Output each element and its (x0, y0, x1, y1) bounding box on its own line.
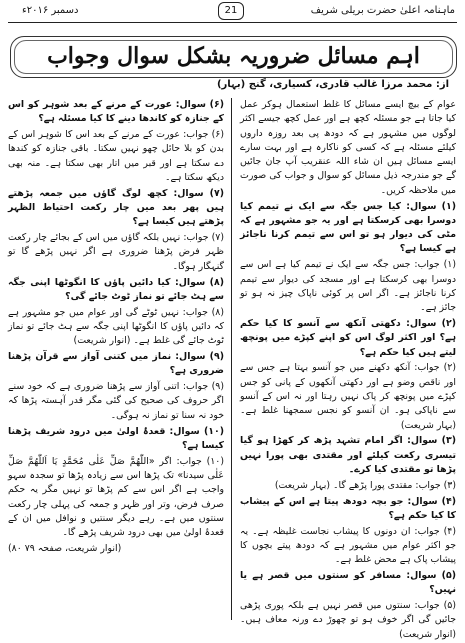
question-9: (۹) سوال: نماز میں کتنی آواز سے قرآن پڑھنا ضروری ہے؟ (8, 351, 224, 377)
answer-3: (۳) جواب: مقتدی پورا پڑھے گا۔ (بہار شریعت) (274, 479, 456, 491)
answer-6: (۶) جواب: عورت کے مرنے کے بعد اس کا شوہر اس کے بدن کو بلا حائل چھو نہیں سکتا۔ باقی جنازہ کو کندھا دے سکتا ہے اور قبر میں اتار بھی سکتا ہے۔ منہ بھی دیکھ سکتا ہے۔ (8, 129, 224, 183)
question-3: (۳) سوال: اگر امام تشہد پڑھ کر کھڑا ہو گیا تیسری رکعت کیلئے اور مقتدی بھی پورا نہیں پڑھا تو مقتدی کیا کرے۔ (240, 435, 456, 475)
answer-1: (۱) جواب: جس جگہ سے ایک نے تیمم کیا ہے اس سے دوسرا بھی کرسکتا ہے اور مسجد کی دیوار سے تیمم کرنا ناجائز ہے۔ اگر اس پر کوئی ناپاک چیز نہ ہو تو جائز ہے۔ (240, 259, 456, 314)
question-5: (۵) سوال: مسافر کو سنتوں میں قصر ہے یا نہیں؟ (240, 570, 456, 596)
left-column (8, 98, 224, 558)
citation: (انوار شریعت، صفحہ ۷۹ ۸۰) (8, 542, 122, 554)
page-number: 21 (218, 2, 244, 20)
intro-paragraph: عوام کے بیچ ایسے مسائل کا غلط استعمال ہوکر عمل کیا جاتا ہے جو مسئلہ کچھ ہے اور عمل کچھ جیسے اکثر لوگوں میں مشہور ہے کہ دودھ پی بعد روزہ داروں کیلئے مسئلہ ہے کہ کسی کو ناکارہ ہے اور بہت سارے ایسے مسائل ہیں ان شاء اللہ عنقریب آپ جان جائیں گے جو مندرجہ ذیل مسائل کو سوال و جواب کی صورت میں ملاحظہ کریں۔ (240, 99, 456, 196)
question-4: (۴) سوال: جو بچہ دودھ پیتا ہے اس کے پیشاب کا کیا حکم ہے؟ (240, 495, 456, 521)
question-7: (۷) سوال: کچھ لوگ گاؤں میں جمعہ پڑھتے ہیں پھر بعد میں چار رکعت احتیاط الظہر پڑھتے ہیں کیسا ہے؟ (8, 187, 224, 228)
answer-7: (۷) جواب: نہیں بلکہ گاؤں میں اس کے بجائے چار رکعت ظہر فرض پڑھنا ضروری ہے اگر نہیں پڑھے گا تو گنہگار ہوگا۔ (8, 232, 224, 272)
answer-2: (۲) جواب: آنکھ دکھنے میں جو آنسو بہتا ہے جس سے اور ناقص وضو ہے اور دکھتی آنکھوں کے پانی کو جس کپڑے میں پونچھ کر پاک نہیں رہتا اور نہ اس کے آنسو سے ناپاکی ہو۔ ان آنسو کو نجس سمجھنا غلط ہے۔ (بہار شریعت) (240, 362, 456, 431)
answer-5: (۵) جواب: سنتوں میں قصر نہیں ہے بلکہ پوری پڑھی جائیں گی اگر خوف ہو تو چھوڑ دے ورنہ معاف ہیں۔ (انوار شریعت) (240, 600, 456, 640)
right-column (240, 98, 456, 643)
question-2: (۲) سوال: دکھتی آنکھ سے آنسو کا کیا حکم ہے؟ اور اکثر لوگ اس کو اپنے کپڑے میں پونچھ لیتے ہیں کیا حکم ہے؟ (240, 317, 456, 358)
page-header (8, 2, 457, 23)
journal-name: ماہنامہ اعلیٰ حضرت بریلی شریف (310, 5, 455, 16)
question-6: (۶) سوال: عورت کے مرنے کے بعد شوہر کو اس کے جنازہ کو کاندھا دینے کا کیا مسئلہ ہے؟ (8, 99, 224, 125)
article-byline: از: محمد مرزا غالب قادری، کسیاری، گنج (بہار) (216, 79, 449, 90)
column-divider (231, 98, 232, 620)
question-1: (۱) سوال: کیا جس جگہ سے ایک نے تیمم کیا دوسرا بھی کرسکتا ہے اور یہ جو مشہور ہے کہ مٹی کی دیوار ہو تو اس سے تیمم کرنا ناجائز ہے کیسا ہے؟ (240, 200, 456, 255)
article-title: اہم مسائل ضروریہ بشکل سوال وجواب (47, 43, 420, 69)
answer-10: (۱۰) جواب: اگر «اللّٰھُمَّ صَلِّ عَلٰی مُحَمَّدٍ یَا اَللّٰھُمَّ صَلِّ عَلٰی سیدنا» تک پڑھا اس سے زیادہ پڑھا تو سجدہ سہو واجب ہے اگر اس سے کم پڑھا تو نہیں مگر یہ حکم صرف فرض، وتر اور ظہر و جمعہ کی پہلی چار رکعت سنتوں میں ہے۔ رہے دیگر سنتیں و نوافل میں ان کے قعدۂ اولیٰ میں بھی درود شریف پڑھے گا۔ (8, 455, 224, 539)
title-frame (10, 36, 457, 78)
question-8: (۸) سوال: کیا دائیں پاؤں کا انگوٹھا اپنی جگہ سے ہٹ جائے تو نماز ٹوٹ جائے گی؟ (8, 276, 224, 302)
answer-8: (۸) جواب: نہیں ٹوٹے گی اور عوام میں جو مشہور ہے کہ دائیں پاؤں کا انگوٹھا اپنی جگہ سے ہٹ جائے تو نماز ٹوٹ جائے گی غلط ہے۔ (انوار شریعت) (8, 306, 224, 347)
issue-date: دسمبر ۲۰۱۶ء (22, 5, 79, 16)
answer-9: (۹) جواب: اتنی آواز سے پڑھنا ضروری ہے کہ خود سنے اگر حروف کی صحیح کی گئی مگر قدر آہستہ پڑھا کہ خود نہ سنا تو نماز نہ ہوگی۔ (8, 381, 224, 421)
question-10: (۱۰) سوال: قعدۂ اولیٰ میں درود شریف پڑھنا کیسا ہے؟ (8, 425, 224, 451)
answer-4: (۴) جواب: ان دونوں کا پیشاب نجاست غلیظہ ہے۔ یہ جو اکثر عوام میں مشہور ہے کہ دودھ پیتے بچوں کا پیشاب پاک ہے محض غلط ہے۔ (240, 525, 456, 566)
